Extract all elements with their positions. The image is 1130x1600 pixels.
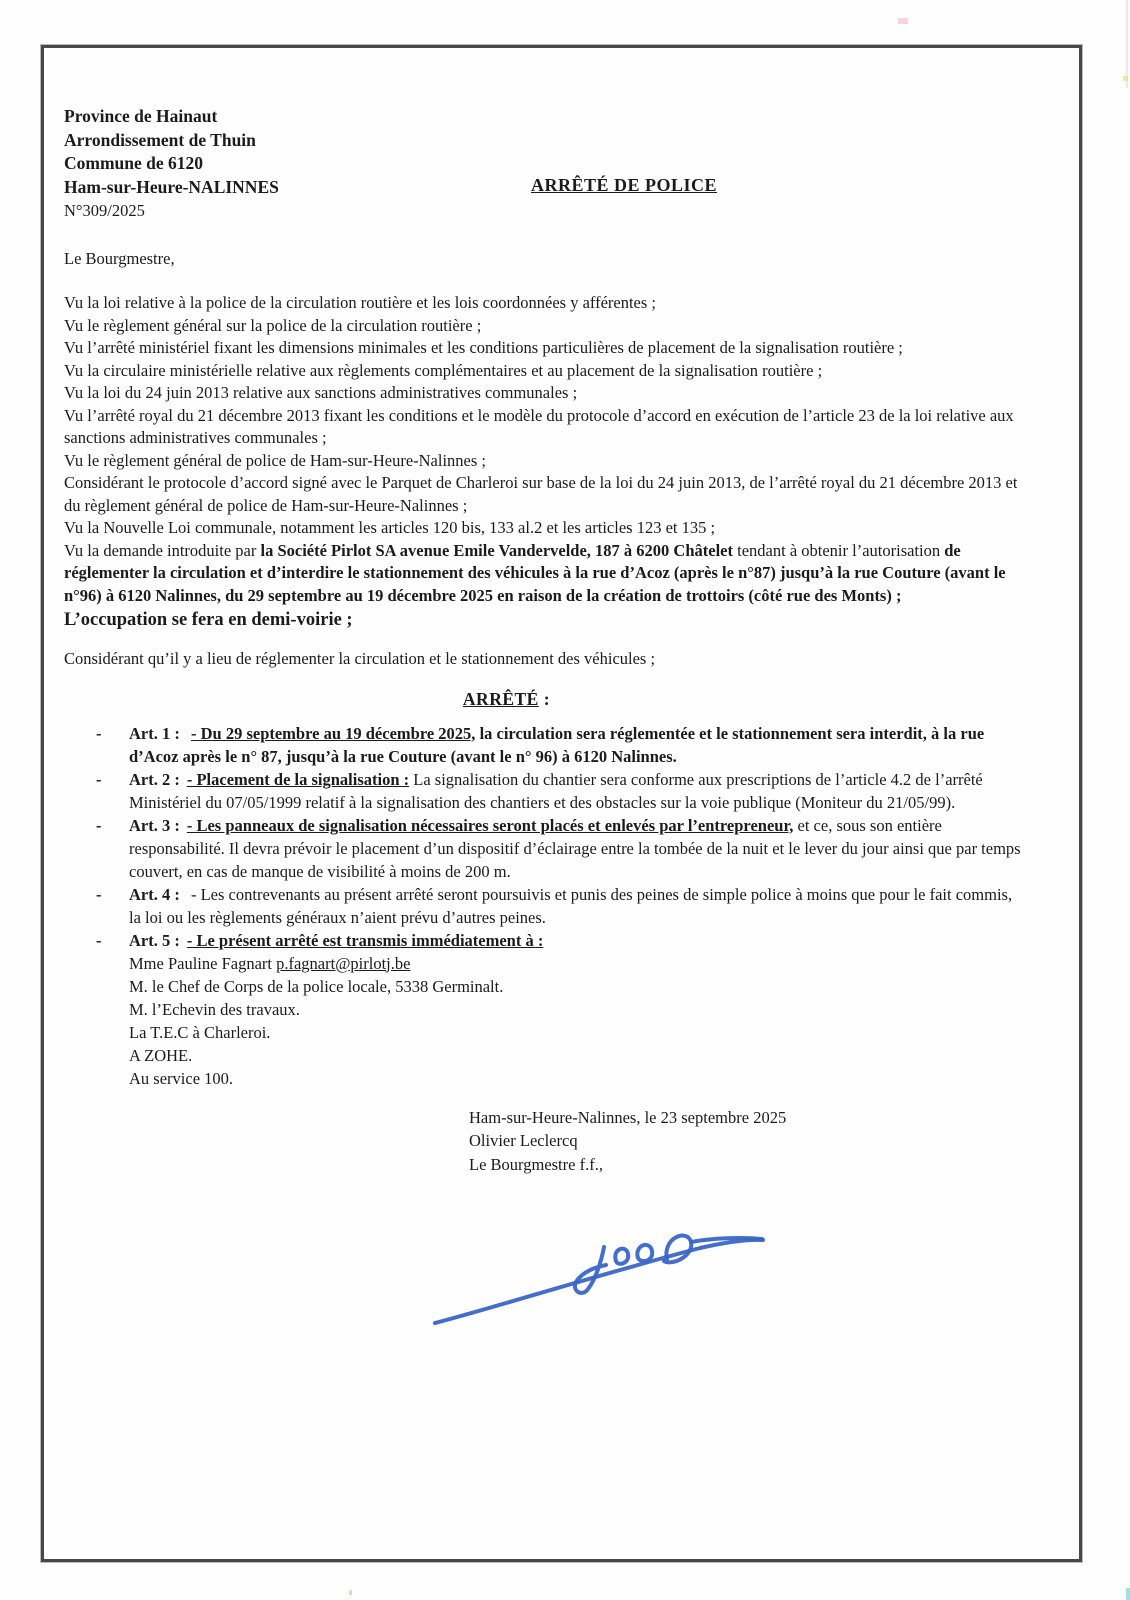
closing-signer-role: Le Bourgmestre f.f., bbox=[469, 1154, 603, 1174]
recital-line: Vu la Nouvelle Loi communale, notamment les articles 120 bis, 133 al.2 et les articles 123 et 135 ; bbox=[64, 518, 716, 537]
letterhead-locality: Ham-sur-Heure-NALINNES bbox=[64, 176, 279, 197]
article-3 bbox=[96, 814, 1021, 883]
bullet-dash: - bbox=[96, 884, 102, 904]
recipient-line: M. le Chef de Corps de la police locale, 5338 Germinalt. bbox=[129, 976, 504, 996]
article-1-text bbox=[129, 722, 1021, 768]
recipient-line: M. l’Echevin des travaux. bbox=[129, 999, 300, 1019]
decree-heading-colon: : bbox=[538, 688, 551, 709]
document-frame bbox=[41, 45, 1082, 1562]
recipient-line: Au service 100. bbox=[129, 1068, 234, 1088]
article-4-text bbox=[129, 883, 1021, 929]
article-3-body: - Les panneaux de signalisation nécessaires seront placés et enlevés par l’entrepreneur, et ce, sous son entière responsabilité. Il devra prévoir le placement d’un dispositif d’éclairage entre la tombée de la nuit et le lever du jour ainsi que par temps couvert, en cas de manque de visibilité à moins de 200 m. bbox=[129, 815, 1021, 881]
article-2-text bbox=[129, 768, 1021, 814]
article-1 bbox=[96, 722, 1021, 768]
recitals-block bbox=[64, 292, 1021, 633]
document-content bbox=[44, 48, 1079, 1176]
recipient-line: La T.E.C à Charleroi. bbox=[129, 1022, 271, 1042]
article-5-text bbox=[129, 929, 1021, 952]
letterhead-commune: Commune de 6120 bbox=[64, 153, 204, 173]
considering-statement: Considérant qu’il y a lieu de réglementer la circulation et le stationnement des véhicules ; bbox=[64, 649, 656, 668]
recipients-list bbox=[129, 952, 1021, 1090]
recital-line: Vu l’arrêté ministériel fixant les dimensions minimales et les conditions particulières de placement de la signalisation routière ; bbox=[64, 338, 903, 357]
decree-number: N°309/2025 bbox=[64, 201, 145, 220]
closing-block bbox=[469, 1106, 1021, 1177]
article-5 bbox=[96, 929, 1021, 952]
bullet-dash: - bbox=[96, 815, 102, 835]
closing-place-date: Ham-sur-Heure-Nalinnes, le 23 septembre 2025 bbox=[469, 1107, 787, 1127]
scan-artifact bbox=[1123, 76, 1128, 81]
bullet-dash: - bbox=[96, 723, 102, 743]
article-4 bbox=[96, 883, 1021, 929]
letterhead-province: Province de Hainaut bbox=[64, 106, 218, 126]
bullet-dash: - bbox=[96, 769, 102, 789]
article-5-body: - Le présent arrêté est transmis immédiatement à : bbox=[186, 930, 544, 950]
article-2 bbox=[96, 768, 1021, 814]
scan-artifact bbox=[349, 1590, 352, 1595]
article-4-body: - Les contrevenants au présent arrêté seront poursuivis et punis des peines de simple police à moins que pour le fait commis, la loi ou les règlements généraux n’aient prévu d’autres peines. bbox=[129, 884, 1013, 927]
document-title: ARRÊTÉ DE POLICE bbox=[531, 175, 718, 195]
salutation: Le Bourgmestre, bbox=[64, 248, 175, 268]
recital-request: Vu la demande introduite par la Société Pirlot SA avenue Emile Vandervelde, 187 à 6200 Châtelet tendant à obtenir l’autorisation de réglementer la circulation et d’interdire le stationnement des véhicules à la rue d’Acoz (après le n°87) jusqu’à la rue Couture (avant le n°96) à 6120 Nalinnes, du 29 septembre au 19 décembre 2025 en raison de la création de trottoirs (côté rue des Monts) ; bbox=[64, 540, 1006, 605]
recital-line: Vu la loi du 24 juin 2013 relative aux sanctions administratives communales ; bbox=[64, 383, 578, 402]
recital-line: Vu la circulaire ministérielle relative aux règlements complémentaires et au placement de la signalisation routière ; bbox=[64, 360, 823, 380]
decree-heading bbox=[28, 689, 985, 710]
closing-signer-name: Olivier Leclercq bbox=[469, 1131, 578, 1150]
handwritten-signature bbox=[420, 1225, 770, 1330]
recital-line: Vu la loi relative à la police de la circulation routière et les lois coordonnées y afférentes ; bbox=[64, 293, 657, 312]
bullet-dash: - bbox=[96, 930, 102, 950]
article-5-label: Art. 5 : bbox=[129, 930, 180, 950]
articles-list bbox=[96, 722, 1021, 1090]
article-2-body: - Placement de la signalisation : La signalisation du chantier sera conforme aux prescriptions de l’article 4.2 de l’arrêté Ministériel du 07/05/1999 relatif à la signalisation des chantiers et des obstacles sur la voie publique (Moniteur du 21/05/99). bbox=[129, 769, 983, 812]
article-3-label: Art. 3 : bbox=[129, 815, 180, 835]
article-1-label: Art. 1 : bbox=[129, 723, 184, 743]
recital-line: Vu l’arrêté royal du 21 décembre 2013 fixant les conditions et le modèle du protocole d’accord en exécution de l’article 23 de la loi relative aux sanctions administratives communales ; bbox=[64, 405, 1014, 447]
recital-line: Considérant le protocole d’accord signé avec le Parquet de Charleroi sur base de la loi du 24 juin 2013, de l’arrêté royal du 21 décembre 2013 et du règlement général de police de Ham-sur-Heure-Nalinnes ; bbox=[64, 473, 1018, 515]
letterhead bbox=[64, 105, 1021, 223]
occupation-statement: L’occupation se fera en demi-voirie ; bbox=[64, 610, 353, 630]
article-3-text bbox=[129, 814, 1021, 883]
scan-artifact bbox=[898, 18, 908, 24]
letterhead-arrondissement: Arrondissement de Thuin bbox=[64, 129, 256, 150]
recital-line: Vu le règlement général de police de Ham-sur-Heure-Nalinnes ; bbox=[64, 450, 486, 470]
decree-heading-word: ARRÊTÉ bbox=[462, 688, 539, 709]
recipient-line: Mme Pauline Fagnart p.fagnart@pirlotj.be bbox=[129, 953, 411, 973]
article-1-body: - Du 29 septembre au 19 décembre 2025, la circulation sera réglementée et le stationnement sera interdit, à la rue d’Acoz après le n° 87, jusqu’à la rue Couture (avant le n° 96) à 6120 Nalinnes. bbox=[129, 723, 985, 766]
scan-artifact bbox=[1126, 0, 1128, 88]
recipient-line: A ZOHE. bbox=[129, 1045, 193, 1065]
article-2-label: Art. 2 : bbox=[129, 769, 180, 789]
article-4-label: Art. 4 : bbox=[129, 884, 180, 904]
scan-artifact bbox=[1126, 1588, 1130, 1600]
recital-line: Vu le règlement général sur la police de la circulation routière ; bbox=[64, 315, 482, 335]
